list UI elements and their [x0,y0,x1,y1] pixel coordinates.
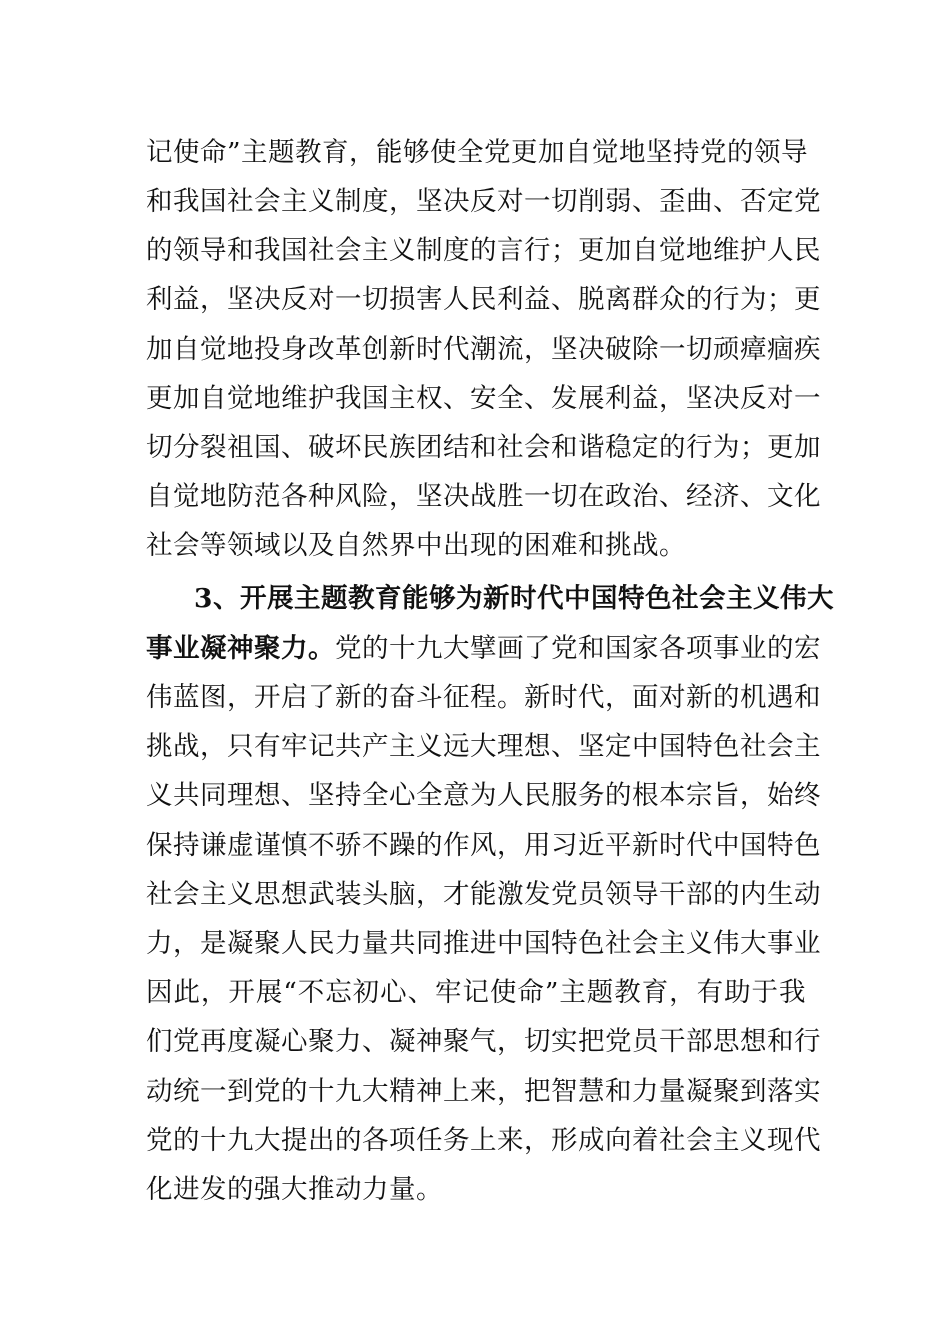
text-line: 因此，开展“不忘初心、牢记使命”主题教育，有助于我 [146,977,806,1008]
text-line: 切分裂祖国、破坏民族团结和社会和谐稳定的行为；更加 [146,432,821,463]
text-line: 利益，坚决反对一切损害人民利益、脱离群众的行为；更 [146,284,821,315]
text-line: 自觉地防范各种风险，坚决战胜一切在政治、经济、文化 [146,481,821,512]
text-line: 党的十九大提出的各项任务上来，形成向着社会主义现代 [146,1125,821,1156]
text-line: 社会等领域以及自然界中出现的困难和挑战。 [146,530,686,561]
text-line: 记使命”主题教育，能够使全党更加自觉地坚持党的领导 [146,137,809,168]
text-line: 加自觉地投身改革创新时代潮流，坚决破除一切顽瘴痼疾 [146,334,821,365]
text-line: 挑战，只有牢记共产主义远大理想、坚定中国特色社会主 [146,731,821,762]
section-heading-continuation [146,633,821,665]
section-heading-tail: 事业凝神聚力。 [146,633,335,664]
text-line: 和我国社会主义制度，坚决反对一切削弱、歪曲、否定党 [146,186,821,217]
text-line: 伟蓝图，开启了新的奋斗征程。新时代，面对新的机遇和 [146,682,821,713]
paragraph-start: 党的十九大擘画了党和国家各项事业的宏 [335,633,821,664]
text-line: 们党再度凝心聚力、凝神聚气，切实把党员干部思想和行 [146,1026,821,1057]
text-line: 保持谦虚谨慎不骄不躁的作风，用习近平新时代中国特色 [146,830,821,861]
text-line: 的领导和我国社会主义制度的言行；更加自觉地维护人民 [146,235,821,266]
text-line: 社会主义思想武装头脑，才能激发党员领导干部的内生动 [146,879,821,910]
text-line: 力，是凝聚人民力量共同推进中国特色社会主义伟大事业 [146,928,821,959]
section-heading: 3、开展主题教育能够为新时代中国特色社会主义伟大 [194,583,834,614]
text-line: 义共同理想、坚持全心全意为人民服务的根本宗旨，始终 [146,780,821,811]
text-line: 动统一到党的十九大精神上来，把智慧和力量凝聚到落实 [146,1076,821,1107]
text-line: 更加自觉地维护我国主权、安全、发展利益，坚决反对一 [146,383,821,414]
text-line: 化进发的强大推动力量。 [146,1174,443,1205]
